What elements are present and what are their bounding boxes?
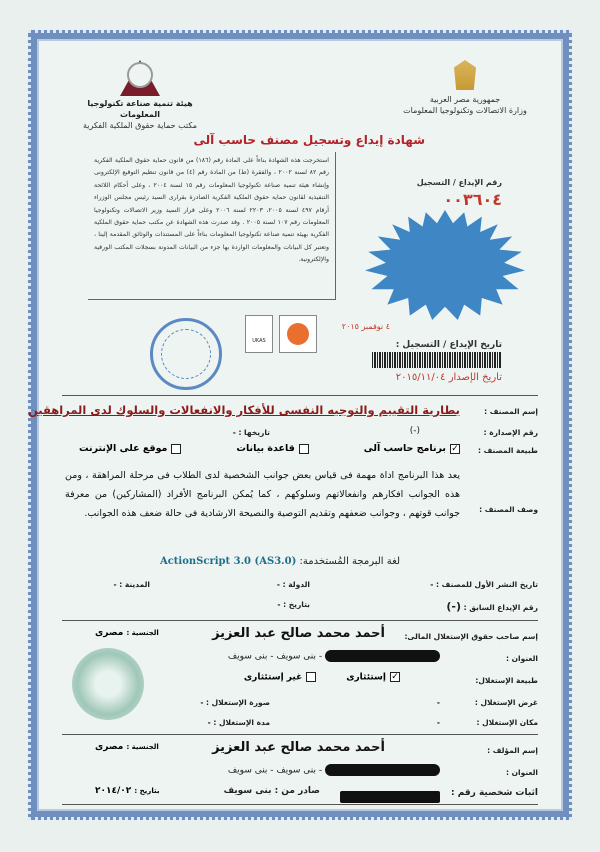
issue-date: تاريخ الإصدار ٢٠١٥/١١/٠٤ [395,372,502,383]
edition-value: (-) [409,426,420,436]
type-computer-program: ✓برنامج حاسب آلى [363,443,459,454]
sgs-logo-icon [279,315,317,353]
author-nationality: الجنسية : مصرى [95,742,159,752]
programming-language: لغة البرمجة المُستخدمة: ActionScript 3.0 (AS3.0) [159,556,400,567]
legal-text: استخرجت هذه الشهادة بناءاً على المادة رقم (١٨٦) من قانون حماية حقوق الملكية الفكرية رقم ٨٢ لسنة ٢٠٠٢ ، والفقرة (ط) من المادة رقم (٤) من قانون تنظيم التوقيع الإلكترونى وإنشاء هيئة تنمية صناعة تكنولوجيا المعلومات رقم ١٥ لسنة ٢٠٠٤ ، وعلى أحكام اللائحة التنفيذية لقانون حماية حقوق الملكية الفكرية الصادرة بقرارى السيد رئيس مجلس الوزراء أرقام ٤٩٧ لسنة ٢٠٠٥، ٢٢٠٣ لسنة ٢٠٠٦ وعلى قرار السيد وزير الاتصالات وتكنولوجيا المعلومات رقم ١٠٧ لسنة ٢٠٠٥ . وقد صدرت هذه الشهادة عن مكتب حماية حقوق الملكية الفكرية بهيئة تنمية صناعة تكنولوجيا المعلومات بناءاً على المستندات والوثائق المقدمة إلينا ، وتعتبر كل البيانات والمعلومات الواردة بها جزء من البيانات المدونة بسجلات المكتب الورقية والإلكترونية. [88,152,336,300]
type-website: موقع على الإنترنت [79,443,181,454]
previous-date-label: بتاريخ : - [277,600,310,609]
description-label: وصف المصنف : [479,505,538,514]
owner-name: أحمد محمد صالح عبد العزيز [212,626,385,641]
certificate-title: شهادة إيداع وتسجيل مصنف حاسب آلى [193,133,425,147]
divider [62,734,538,735]
exclusive-option: ✓إستئثارى [346,672,399,683]
deposit-date-label: تاريخ الإيداع / التسجيل : [395,340,502,350]
place-value: - [436,718,440,727]
type-database: قاعدة بيانات [236,443,308,454]
egypt-eagle-emblem-icon [454,60,476,90]
owner-address: - بنى سويف - بنى سويف [228,650,440,662]
author-name: أحمد محمد صالح عبد العزيز [212,740,385,755]
work-name: بطارية التقييم والتوجيه النفسى للأفكار والانفعالات والسلوك لدى المراهقين [27,403,460,417]
ministry-header: جمهورية مصر العربية وزارة الاتصالات وتكنولوجيا المعلومات [390,60,540,116]
owner-name-label: إسم صاحب حقوق الإستغلال المالى: [404,632,538,641]
barcode [372,352,502,368]
work-name-label: إسم المصنف : [484,407,538,416]
hologram-seal-icon [72,648,144,720]
author-address-label: العنوان : [506,768,538,777]
official-stamp-icon [150,318,222,390]
id-date: بتاريخ : ٢٠١٤/٠٢ [95,786,160,796]
work-type-label: طبيعة المصنف : [478,446,538,455]
itida-logo-icon [120,60,160,96]
duration-label: مدة الإستغلال : - [207,718,270,727]
itida-header: هيئة تنمية صناعة تكنولوجيا المعلومات مكتب حماية حقوق الملكية الفكرية [70,60,210,131]
divider [62,804,538,805]
country-label: الدولة : - [276,580,310,589]
previous-deposit: رقم الإيداع السابق : (-) [446,600,538,613]
place-label: مكان الإستغلال : [476,718,538,727]
divider [62,395,538,396]
work-description: يعد هذا البرنامج اداة مهمة فى قياس بعض جوانب الشخصية لدى الطلاب فى مرحلة المراهقة ، ومن هذه الجوانب افكارهم وانفعالاتهم وسلوكهم ، كما يُمكن البرنامج الأفراد (المشاركين) من معرفة جوانب قوتهم ، وجوانب ضعفهم وتقديم التوصية والنصيحة الارشادية فى حالة ضعف هذه الجوانب. [65,470,460,519]
certification-logos [245,315,317,353]
divider [62,620,538,621]
redacted-block [325,650,440,662]
purpose-label: غرض الإستغلال : [474,698,538,707]
author-name-label: إسم المؤلف : [487,746,538,755]
id-number-label: اثبات شخصية رقم : [450,788,538,798]
id-number-redacted [340,786,440,805]
city-label: المدينة : - [113,580,150,589]
author-address: - بنى سويف - بنى سويف [228,764,440,776]
work-type-options [79,443,460,454]
id-issued-from: صادر من : بنى سويف [223,786,320,796]
non-exclusive-option: غير إستئثارى [244,672,316,683]
purpose-value: - [436,698,440,707]
edition-label: رقم الإصدارة : [483,428,538,437]
form-label: صورة الإستغلال : - [200,698,270,707]
redacted-block [325,764,440,776]
exploitation-type-options [244,672,400,683]
first-publication-label: تاريخ النشر الأول للمصنف : - [430,580,538,589]
exploitation-type-label: طبيعة الإستغلال: [475,676,538,685]
registration-number: ٠٠٣٦٠٤ [443,190,502,209]
registration-number-label: رقم الإيداع / التسجيل [416,178,502,187]
deposit-date-text: ٤ نوفمبر ٢٠١٥ [341,322,390,331]
ukas-logo-icon: UKAS [245,315,273,353]
edition-date-label: تاريخها : - [232,428,270,437]
owner-nationality: الجنسية : مصرى [95,628,159,638]
owner-address-label: العنوان : [506,654,538,663]
